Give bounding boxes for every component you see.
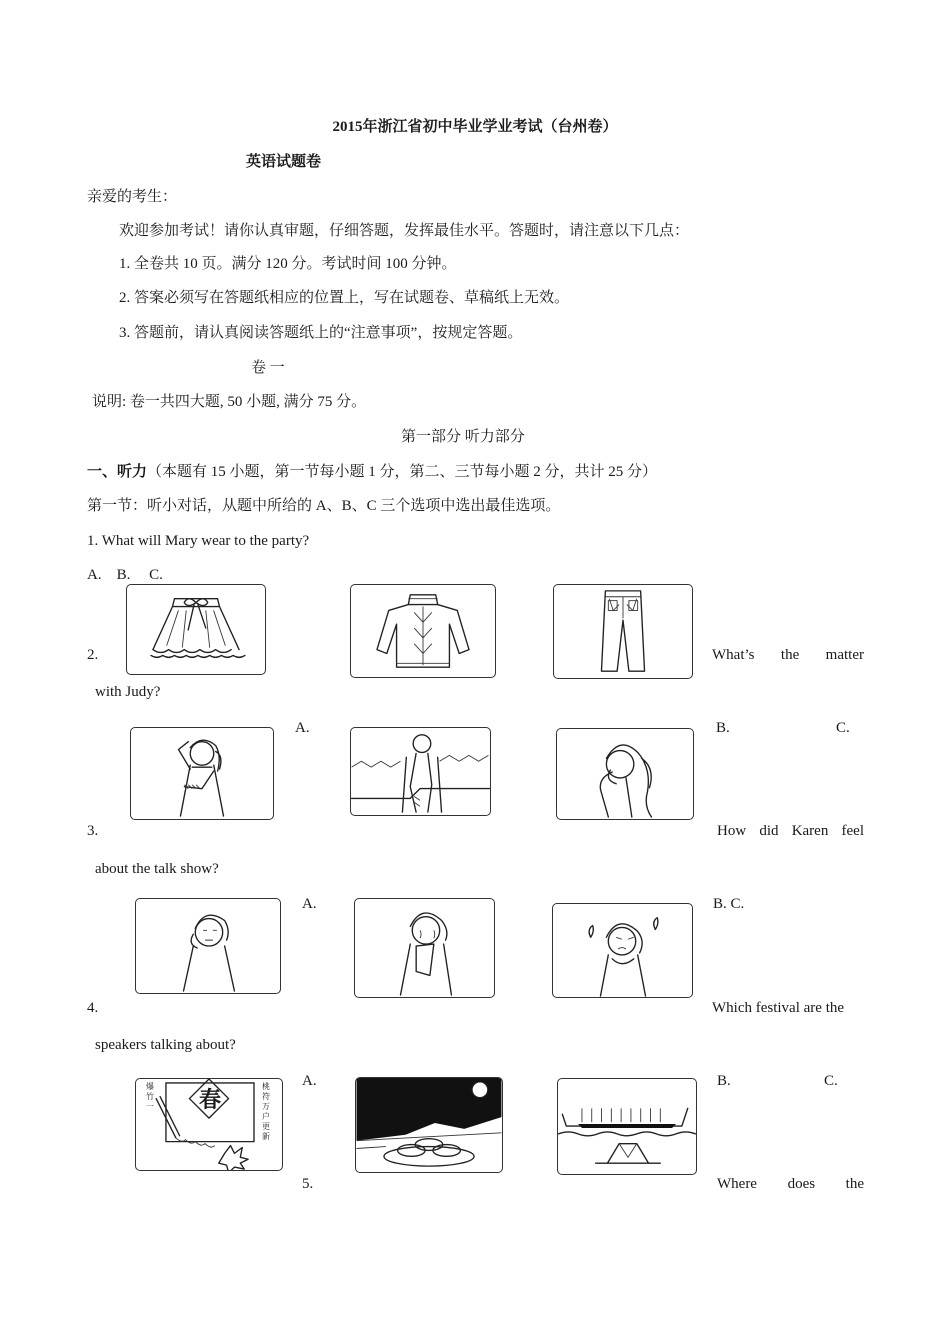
- q4-label-b: B.: [717, 1073, 731, 1089]
- q2-word: the: [780, 647, 800, 663]
- q3-option-a-bored-image[interactable]: [135, 898, 281, 994]
- question-4-text-line1: Which festival are the: [712, 1000, 845, 1016]
- q2-word: matter: [825, 647, 864, 663]
- skirt-icon: [127, 585, 265, 674]
- note-1: 1. 全卷共 10 页。满分 120 分。考试时间 100 分钟。: [119, 256, 457, 272]
- q5-word: does: [787, 1176, 816, 1192]
- spring-character: 春: [198, 1087, 221, 1113]
- q3-label-a: A.: [302, 896, 317, 912]
- page-subtitle: 英语试题卷: [246, 154, 322, 170]
- q3-label-bc: B. C.: [713, 896, 745, 912]
- note-3: 3. 答题前，请认真阅读答题纸上的“注意事项”，按规定答题。: [119, 325, 523, 341]
- q1-option-c-jeans-image[interactable]: [553, 584, 693, 679]
- q4-option-a-spring-festival-image[interactable]: [135, 1078, 283, 1171]
- girl-toothache-icon: [557, 729, 693, 819]
- q3-word: did: [759, 823, 779, 839]
- greeting: 亲爱的考生：: [87, 189, 178, 205]
- question-5-text-line1: [717, 1174, 864, 1194]
- girl-crying-icon: [355, 899, 494, 997]
- q5-word: Where: [717, 1176, 757, 1192]
- question-2-number: 2.: [87, 647, 99, 663]
- q4-option-b-mid-autumn-image[interactable]: [355, 1077, 503, 1173]
- left-couplet: 爆竹一: [146, 1082, 154, 1111]
- q2-label-a: A.: [295, 720, 310, 736]
- question-3-text-line1: [717, 821, 864, 841]
- jeans-icon: [554, 585, 692, 678]
- question-4-text-line2: speakers talking about?: [95, 1037, 236, 1053]
- section-heading: [87, 461, 657, 482]
- girl-crutches-icon: [351, 728, 490, 815]
- question-4-number: 4.: [87, 1000, 99, 1016]
- volume-label: 卷 一: [251, 360, 285, 376]
- q1-option-a-skirt-image[interactable]: [126, 584, 266, 675]
- q5-word: the: [845, 1176, 864, 1192]
- question-3-number: 3.: [87, 823, 99, 839]
- girl-bored-icon: [136, 899, 280, 993]
- mid-autumn-festival-icon: [356, 1078, 502, 1172]
- section-head: 一、听力: [87, 462, 148, 480]
- q2-word: What’s: [712, 647, 755, 663]
- q3-word: Karen: [791, 823, 829, 839]
- q2-option-c-toothache-image[interactable]: [556, 728, 694, 820]
- q2-label-b: B.: [716, 720, 730, 736]
- q4-option-c-dragon-boat-image[interactable]: [557, 1078, 697, 1175]
- q4-label-c: C.: [824, 1073, 838, 1089]
- girl-hurt-arm-icon: [131, 728, 273, 819]
- dragon-boat-festival-icon: [558, 1079, 696, 1174]
- part-title: 第一部分 听力部分: [401, 429, 525, 445]
- q1-option-b-sweater-image[interactable]: [350, 584, 496, 678]
- question-2-text-line2: with Judy?: [95, 684, 161, 700]
- subsection-instruction: 第一节：听小对话，从题中所给的 A、B、C 三个选项中选出最佳选项。: [87, 498, 561, 514]
- q2-label-c: C.: [836, 720, 850, 736]
- sweater-icon: [351, 585, 495, 677]
- question-1-text: 1. What will Mary wear to the party?: [87, 533, 310, 549]
- question-3-text-line2: about the talk show?: [95, 861, 219, 877]
- q2-option-a-bandaged-arm-image[interactable]: [130, 727, 274, 820]
- question-2-text-line1: [712, 645, 864, 665]
- question-5-number: 5.: [302, 1176, 314, 1192]
- q3-word: How: [717, 823, 747, 839]
- q4-label-a: A.: [302, 1073, 317, 1089]
- welcome-text: 欢迎参加考试！请你认真审题，仔细答题，发挥最佳水平。答题时，请注意以下几点：: [119, 223, 690, 239]
- q3-option-b-crying-image[interactable]: [354, 898, 495, 998]
- q3-option-c-angry-image[interactable]: [552, 903, 693, 998]
- q2-option-b-crutches-image[interactable]: [350, 727, 491, 816]
- note-2: 2. 答案必须写在答题纸相应的位置上，写在试题卷、草稿纸上无效。: [119, 290, 570, 306]
- girl-angry-icon: [553, 904, 692, 997]
- section-detail: （本题有 15 小题，第一节每小题 1 分，第二、三节每小题 2 分，共计 25 分）: [147, 464, 658, 480]
- page-title: 2015年浙江省初中毕业学业考试（台州卷）: [332, 119, 618, 135]
- right-couplet: 桃符万户更新: [262, 1082, 270, 1141]
- volume-description: 说明: 卷一共四大题, 50 小题, 满分 75 分。: [92, 394, 367, 410]
- q3-word: feel: [841, 823, 864, 839]
- question-1-options: A. B. C.: [87, 567, 163, 583]
